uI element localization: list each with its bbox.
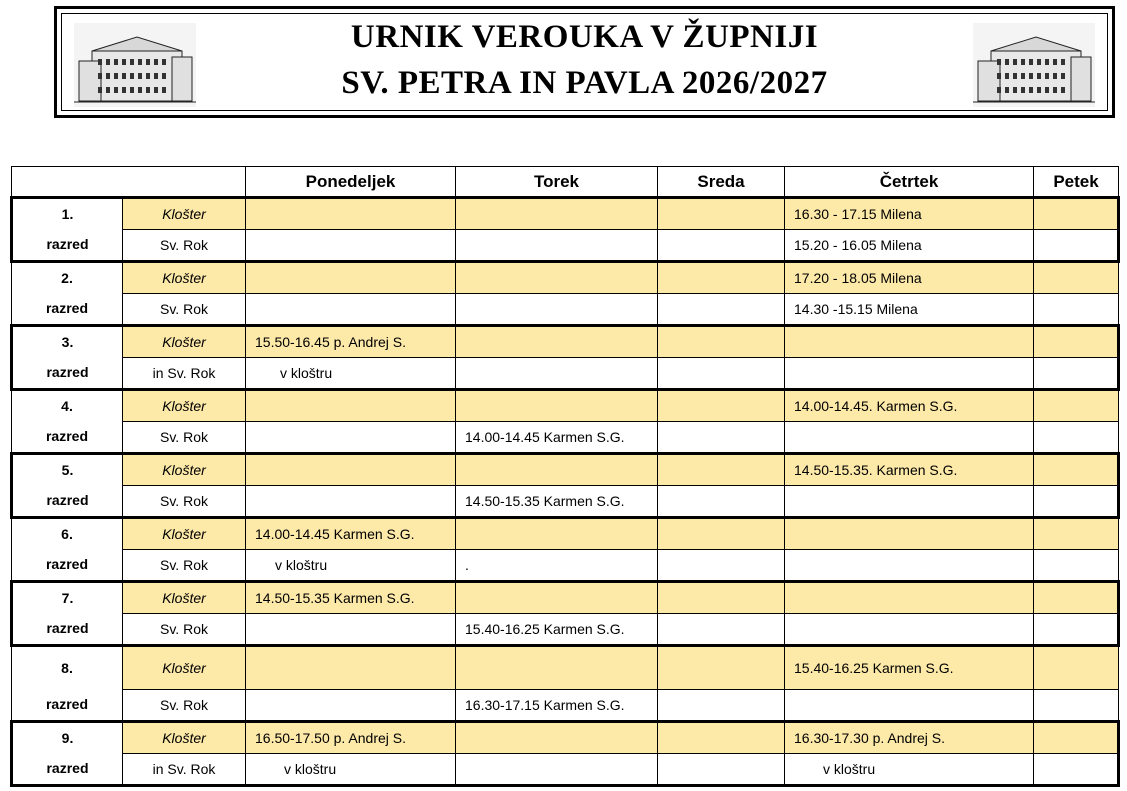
table-row	[12, 614, 1119, 646]
schedule-cell	[658, 454, 785, 486]
schedule-cell	[246, 518, 456, 550]
schedule-cell	[246, 582, 456, 614]
grade-label: razred	[12, 422, 123, 454]
schedule-cell	[1034, 550, 1119, 582]
table-row	[12, 722, 1119, 754]
schedule-body	[12, 198, 1119, 786]
table-row	[12, 198, 1119, 230]
schedule-cell	[246, 614, 456, 646]
schedule-cell	[1034, 390, 1119, 422]
schedule-cell	[456, 454, 658, 486]
schedule-cell	[658, 722, 785, 754]
grade-number: 7.	[12, 582, 123, 614]
church-building-icon	[973, 23, 1095, 107]
schedule-cell	[658, 198, 785, 230]
schedule-cell	[785, 614, 1034, 646]
schedule-cell-text: 14.50-15.35 Karmen S.G.	[255, 590, 415, 606]
grade-label: razred	[12, 294, 123, 326]
schedule-cell	[1034, 454, 1119, 486]
column-header-thursday: Četrtek	[785, 167, 1034, 198]
schedule-cell	[658, 422, 785, 454]
column-header-friday: Petek	[1034, 167, 1119, 198]
schedule-cell	[456, 486, 658, 518]
schedule-cell-text: 15.40-16.25 Karmen S.G.	[794, 660, 954, 676]
table-row	[12, 486, 1119, 518]
schedule-cell	[246, 326, 456, 358]
schedule-cell-text: 14.00-14.45 Karmen S.G.	[465, 429, 625, 445]
column-header-tuesday: Torek	[456, 167, 658, 198]
location-sv-rok: Sv. Rok	[123, 294, 246, 326]
schedule-cell	[456, 754, 658, 786]
schedule-cell	[246, 358, 456, 390]
schedule-table	[10, 166, 1120, 787]
schedule-cell	[456, 722, 658, 754]
location-sv-rok: Sv. Rok	[123, 614, 246, 646]
schedule-cell	[658, 518, 785, 550]
table-row	[12, 582, 1119, 614]
schedule-cell-text: 14.00-14.45 Karmen S.G.	[255, 526, 415, 542]
schedule-cell	[456, 358, 658, 390]
schedule-cell	[1034, 262, 1119, 294]
schedule-cell	[1034, 646, 1119, 690]
grade-number: 5.	[12, 454, 123, 486]
schedule-cell-text: 15.40-16.25 Karmen S.G.	[465, 621, 625, 637]
schedule-cell	[246, 454, 456, 486]
schedule-cell	[658, 326, 785, 358]
schedule-cell	[785, 230, 1034, 262]
schedule-cell	[246, 198, 456, 230]
schedule-cell-text: .	[465, 557, 469, 573]
location-klošter: Klošter	[123, 454, 246, 486]
schedule-cell	[785, 326, 1034, 358]
schedule-cell	[246, 486, 456, 518]
grade-label: razred	[12, 230, 123, 262]
table-row	[12, 422, 1119, 454]
location-klošter: Klošter	[123, 390, 246, 422]
grade-number: 3.	[12, 326, 123, 358]
table-row	[12, 262, 1119, 294]
schedule-cell	[1034, 358, 1119, 390]
schedule-cell	[658, 486, 785, 518]
schedule-cell	[785, 518, 1034, 550]
location-sv-rok: Sv. Rok	[123, 690, 246, 722]
schedule-cell	[456, 422, 658, 454]
schedule-cell	[246, 294, 456, 326]
schedule-cell	[1034, 198, 1119, 230]
schedule-cell	[456, 198, 658, 230]
schedule-cell	[1034, 486, 1119, 518]
schedule-cell	[785, 722, 1034, 754]
schedule-cell	[1034, 326, 1119, 358]
schedule-cell	[456, 550, 658, 582]
schedule-cell	[658, 358, 785, 390]
table-row	[12, 646, 1119, 690]
schedule-cell-text: 16.30-17.15 Karmen S.G.	[465, 697, 625, 713]
schedule-cell	[1034, 518, 1119, 550]
schedule-cell-text: 15.20 - 16.05 Milena	[794, 237, 922, 253]
table-row	[12, 390, 1119, 422]
location-klošter: Klošter	[123, 262, 246, 294]
grade-number: 8.	[12, 646, 123, 690]
column-header-blank	[12, 167, 246, 198]
schedule-cell	[456, 390, 658, 422]
schedule-cell-text: 14.50-15.35. Karmen S.G.	[794, 462, 958, 478]
grade-label: razred	[12, 486, 123, 518]
schedule-cell	[658, 262, 785, 294]
schedule-cell-text: 14.30 -15.15 Milena	[794, 301, 918, 317]
schedule-cell	[658, 390, 785, 422]
schedule-cell	[658, 294, 785, 326]
schedule-cell-text: v kloštru	[823, 761, 876, 777]
schedule-cell	[246, 754, 456, 786]
grade-number: 9.	[12, 722, 123, 754]
schedule-cell-text: 16.30-17.30 p. Andrej S.	[794, 730, 945, 746]
schedule-cell-text: 17.20 - 18.05 Milena	[794, 270, 922, 286]
schedule-cell	[785, 262, 1034, 294]
grade-label: razred	[12, 754, 123, 786]
schedule-cell	[456, 326, 658, 358]
schedule-cell	[785, 690, 1034, 722]
location-sv-rok: in Sv. Rok	[123, 754, 246, 786]
column-header-wednesday: Sreda	[658, 167, 785, 198]
schedule-cell	[1034, 422, 1119, 454]
schedule-cell	[1034, 614, 1119, 646]
grade-number: 4.	[12, 390, 123, 422]
schedule-cell	[658, 582, 785, 614]
schedule-cell	[456, 294, 658, 326]
grade-label: razred	[12, 614, 123, 646]
header-banner	[54, 6, 1115, 118]
schedule-cell	[246, 690, 456, 722]
schedule-cell	[785, 390, 1034, 422]
table-row	[12, 550, 1119, 582]
schedule-cell-text: 16.30 - 17.15 Milena	[794, 206, 922, 222]
schedule-cell	[456, 262, 658, 294]
table-row	[12, 454, 1119, 486]
schedule-cell	[1034, 754, 1119, 786]
schedule-cell	[785, 754, 1034, 786]
schedule-cell-text: v kloštru	[284, 761, 337, 777]
schedule-cell	[246, 390, 456, 422]
column-header-monday: Ponedeljek	[246, 167, 456, 198]
schedule-cell-text: 14.00-14.45. Karmen S.G.	[794, 398, 958, 414]
table-row	[12, 518, 1119, 550]
location-sv-rok: Sv. Rok	[123, 486, 246, 518]
table-row	[12, 358, 1119, 390]
location-sv-rok: Sv. Rok	[123, 230, 246, 262]
location-sv-rok: in Sv. Rok	[123, 358, 246, 390]
schedule-cell	[246, 646, 456, 690]
schedule-cell	[658, 230, 785, 262]
schedule-cell	[1034, 722, 1119, 754]
location-klošter: Klošter	[123, 518, 246, 550]
location-klošter: Klošter	[123, 198, 246, 230]
table-row	[12, 690, 1119, 722]
schedule-cell-text: v kloštru	[275, 557, 328, 573]
schedule-cell	[456, 646, 658, 690]
grade-number: 1.	[12, 198, 123, 230]
schedule-cell	[246, 262, 456, 294]
schedule-cell	[1034, 582, 1119, 614]
schedule-cell-text: 16.50-17.50 p. Andrej S.	[255, 730, 406, 746]
page-title: URNIK VEROUKA V ŽUPNIJI	[350, 19, 819, 55]
schedule-cell	[785, 422, 1034, 454]
grade-label: razred	[12, 550, 123, 582]
schedule-cell	[785, 550, 1034, 582]
location-klošter: Klošter	[123, 326, 246, 358]
schedule-cell	[658, 614, 785, 646]
schedule-cell	[1034, 294, 1119, 326]
table-row	[12, 326, 1119, 358]
schedule-cell	[246, 230, 456, 262]
grade-number: 2.	[12, 262, 123, 294]
schedule-cell	[785, 646, 1034, 690]
table-row	[12, 754, 1119, 786]
schedule-cell	[456, 230, 658, 262]
schedule-cell	[246, 550, 456, 582]
location-sv-rok: Sv. Rok	[123, 422, 246, 454]
schedule-cell	[1034, 230, 1119, 262]
schedule-cell	[785, 358, 1034, 390]
table-row	[12, 230, 1119, 262]
schedule-cell	[658, 646, 785, 690]
schedule-cell	[658, 690, 785, 722]
schedule-cell	[1034, 690, 1119, 722]
grade-label: razred	[12, 358, 123, 390]
schedule-cell	[785, 294, 1034, 326]
schedule-cell	[658, 550, 785, 582]
page-subtitle: SV. PETRA IN PAVLA 2026/2027	[341, 65, 828, 101]
schedule-cell	[785, 486, 1034, 518]
schedule-cell	[456, 690, 658, 722]
location-klošter: Klošter	[123, 582, 246, 614]
location-sv-rok: Sv. Rok	[123, 550, 246, 582]
schedule-cell	[785, 198, 1034, 230]
schedule-cell-text: 14.50-15.35 Karmen S.G.	[465, 493, 625, 509]
table-row	[12, 294, 1119, 326]
schedule-cell	[456, 582, 658, 614]
schedule-cell	[456, 518, 658, 550]
schedule-cell	[658, 754, 785, 786]
grade-label: razred	[12, 690, 123, 722]
schedule-cell	[456, 614, 658, 646]
schedule-cell	[785, 582, 1034, 614]
schedule-cell-text: 15.50-16.45 p. Andrej S.	[255, 334, 406, 350]
schedule-cell-text: v kloštru	[280, 365, 333, 381]
schedule-cell	[785, 454, 1034, 486]
table-header-row	[12, 167, 1119, 198]
grade-number: 6.	[12, 518, 123, 550]
location-klošter: Klošter	[123, 646, 246, 690]
schedule-cell	[246, 722, 456, 754]
location-klošter: Klošter	[123, 722, 246, 754]
schedule-cell	[246, 422, 456, 454]
